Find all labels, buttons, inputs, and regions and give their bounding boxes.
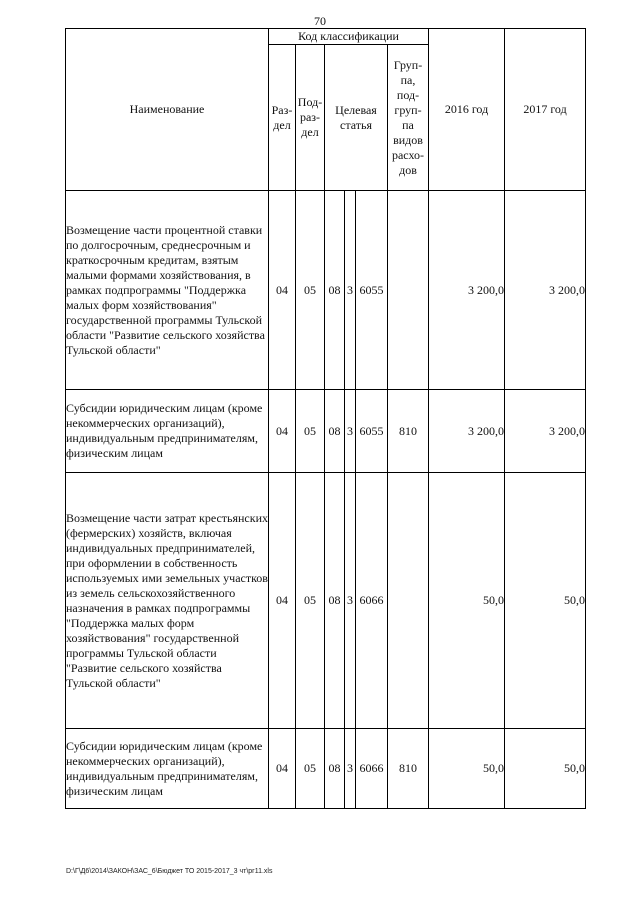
- cell-subprogram: 3: [345, 729, 356, 809]
- cell-y2017: 3 200,0: [505, 191, 586, 390]
- cell-y2016: 3 200,0: [429, 390, 505, 473]
- header-name: Наименование: [66, 29, 269, 191]
- cell-name: Субсидии юридическим лицам (кроме некоммерческих организаций), индивидуальным предпринимателям, физическим лицам: [66, 729, 269, 809]
- cell-subsection: 05: [296, 729, 325, 809]
- cell-y2016: 50,0: [429, 729, 505, 809]
- header-subsection: Под- раз- дел: [296, 45, 325, 191]
- header-expense-group: Груп- па, под- груп- па видов расхо- дов: [388, 45, 429, 191]
- cell-y2016: 50,0: [429, 473, 505, 729]
- header-classification: Код классификации: [269, 29, 429, 45]
- cell-y2017: 50,0: [505, 473, 586, 729]
- cell-group: [388, 191, 429, 390]
- table-row: [66, 191, 586, 390]
- cell-section: 04: [269, 390, 296, 473]
- cell-name: Возмещение части процентной ставки по долгосрочным, среднесрочным и краткосрочным кредитам, взятым малыми формами хозяйствования, в рамках подпрограммы "Поддержка малых форм хозяйствования" государственной программы Тульской области "Развитие сельского хозяйства Тульской области": [66, 191, 269, 390]
- footer-file-path: D:\Г\Д6\2014\ЗАКОН\ЗАС_6\Бюджет ТО 2015-2017_3 чт\рг11.xls: [66, 868, 273, 875]
- header-target-article: Целевая статья: [325, 45, 388, 191]
- cell-section: 04: [269, 191, 296, 390]
- cell-group: [388, 473, 429, 729]
- cell-program: 08: [325, 390, 345, 473]
- header-year-2016: 2016 год: [429, 29, 505, 191]
- cell-subsection: 05: [296, 473, 325, 729]
- cell-subsection: 05: [296, 390, 325, 473]
- budget-table: [65, 28, 586, 809]
- cell-subprogram: 3: [345, 191, 356, 390]
- header-year-2017: 2017 год: [505, 29, 586, 191]
- cell-y2016: 3 200,0: [429, 191, 505, 390]
- cell-program: 08: [325, 191, 345, 390]
- cell-subprogram: 3: [345, 390, 356, 473]
- table-row: [66, 473, 586, 729]
- cell-program: 08: [325, 473, 345, 729]
- cell-name: Возмещение части затрат крестьянских (фермерских) хозяйств, включая индивидуальных предпринимателей, при оформлении в собственность используемых ими земельных участков из земель сельскохозяйственного назначения в рамках подпрограммы "Поддержка малых форм хозяйствования" государственной программы Тульской области "Развитие сельского хозяйства Тульской области": [66, 473, 269, 729]
- cell-article: 6066: [356, 473, 388, 729]
- cell-subsection: 05: [296, 191, 325, 390]
- cell-y2017: 50,0: [505, 729, 586, 809]
- cell-name: Субсидии юридическим лицам (кроме некоммерческих организаций), индивидуальным предпринимателям, физическим лицам: [66, 390, 269, 473]
- table-row: [66, 390, 586, 473]
- cell-article: 6055: [356, 191, 388, 390]
- cell-article: 6066: [356, 729, 388, 809]
- cell-subprogram: 3: [345, 473, 356, 729]
- cell-article: 6055: [356, 390, 388, 473]
- cell-group: 810: [388, 729, 429, 809]
- table-row: [66, 729, 586, 809]
- cell-program: 08: [325, 729, 345, 809]
- cell-section: 04: [269, 473, 296, 729]
- cell-group: 810: [388, 390, 429, 473]
- cell-section: 04: [269, 729, 296, 809]
- header-section: Раз- дел: [269, 45, 296, 191]
- cell-y2017: 3 200,0: [505, 390, 586, 473]
- page-number: 70: [314, 14, 326, 28]
